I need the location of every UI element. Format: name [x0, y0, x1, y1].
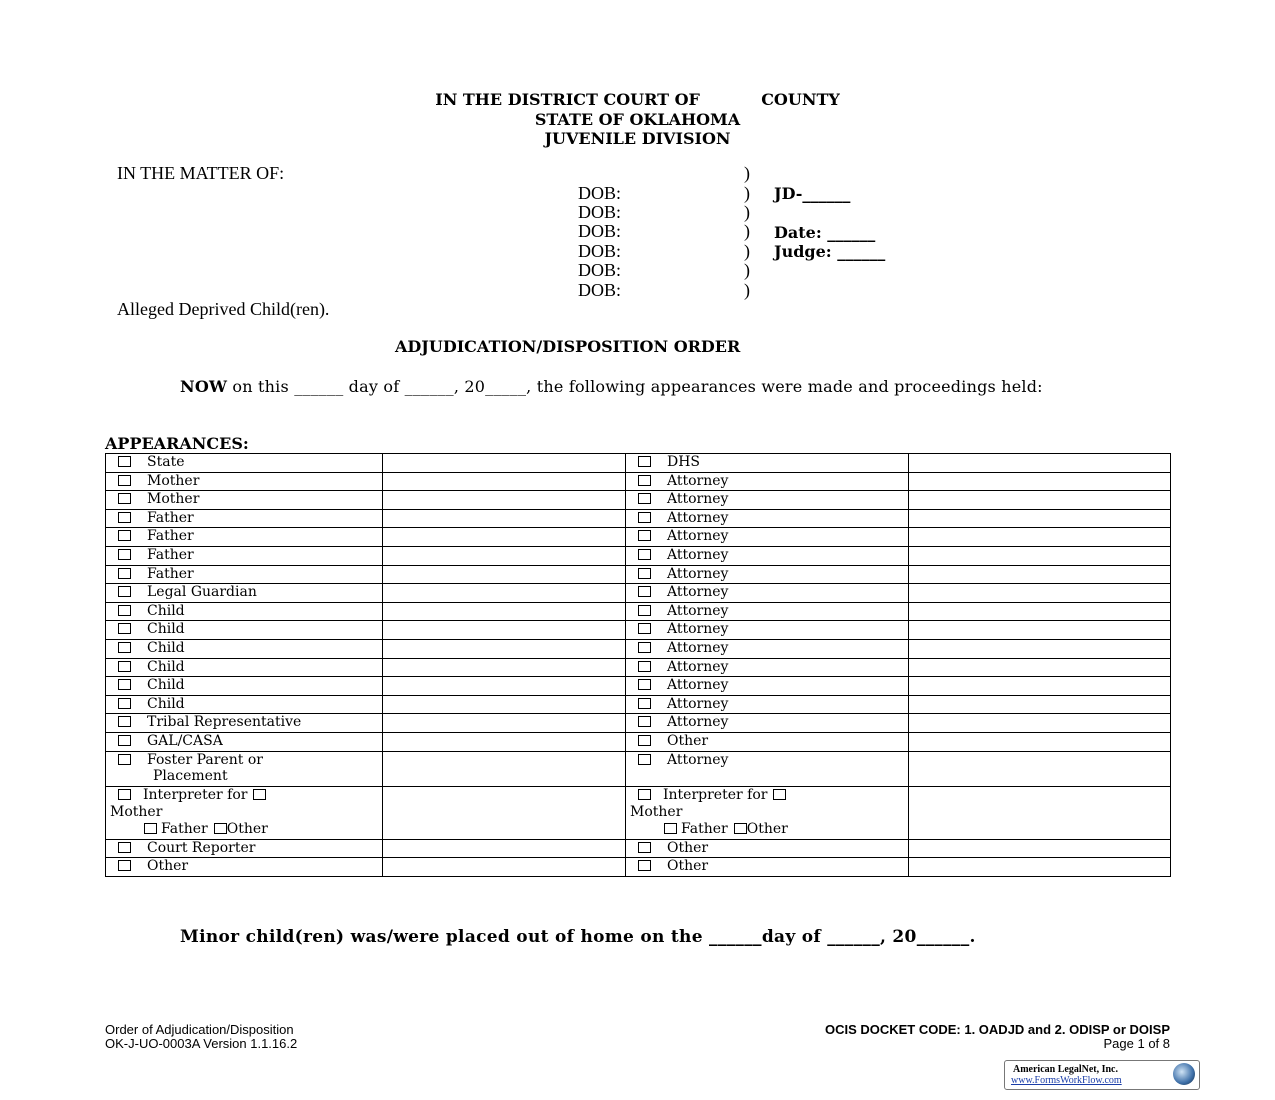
appearance-party — [106, 839, 383, 858]
appearance-party — [106, 658, 383, 677]
party-label: Attorney — [667, 584, 729, 601]
party-label: DHS — [667, 454, 701, 470]
name-entry-field[interactable] — [383, 639, 626, 658]
party-label: Child — [147, 639, 185, 656]
name-entry-field[interactable] — [383, 839, 626, 858]
party-label: Child — [147, 621, 185, 638]
party-label: Other — [667, 858, 709, 875]
name-entry-field[interactable] — [909, 621, 1171, 640]
checkbox-icon[interactable] — [638, 754, 651, 765]
party-label: GAL/CASA — [147, 732, 223, 749]
checkbox-icon[interactable] — [638, 586, 651, 597]
checkbox-icon[interactable] — [638, 530, 651, 541]
checkbox-icon[interactable] — [118, 568, 131, 579]
footer-docket-code: OCIS DOCKET CODE: 1. OADJD and 2. ODISP or DOISP — [824, 1022, 1170, 1037]
now-paragraph — [105, 377, 1170, 396]
name-entry-field[interactable] — [383, 751, 626, 786]
appearance-party — [106, 491, 383, 510]
table-row — [106, 546, 1171, 565]
party-label: Attorney — [667, 602, 729, 619]
appearance-party — [626, 732, 909, 751]
checkbox-icon[interactable] — [638, 456, 651, 467]
name-entry-field[interactable] — [909, 528, 1171, 547]
paren: ) — [744, 202, 750, 222]
state-heading: STATE OF OKLAHOMA — [534, 110, 741, 129]
paren: ) — [744, 163, 750, 183]
party-label-cont: Placement — [153, 767, 228, 784]
name-entry-field[interactable] — [909, 839, 1171, 858]
name-entry-field[interactable] — [909, 714, 1171, 733]
name-entry-field[interactable] — [909, 454, 1171, 473]
checkbox-icon[interactable] — [144, 823, 157, 834]
name-entry-field[interactable] — [383, 454, 626, 473]
table-row — [106, 565, 1171, 584]
name-entry-field[interactable] — [909, 565, 1171, 584]
appearance-party — [106, 751, 383, 786]
name-entry-field[interactable] — [383, 714, 626, 733]
checkbox-icon[interactable] — [638, 512, 651, 523]
dob-label: DOB: — [578, 183, 622, 203]
interp-other-label: Other — [226, 820, 268, 837]
table-row — [106, 639, 1171, 658]
now-text: on this ______ day of ______, 20_____, the following appearances were made and proceedings held: — [227, 377, 1043, 396]
interp-mother-label: Mother — [630, 803, 683, 820]
appearance-party — [626, 839, 909, 858]
name-entry-field[interactable] — [909, 677, 1171, 696]
name-entry-field[interactable] — [909, 695, 1171, 714]
party-label: Father — [147, 509, 194, 526]
party-label: Attorney — [667, 714, 729, 731]
name-entry-field[interactable] — [383, 858, 626, 877]
name-entry-field[interactable] — [383, 472, 626, 491]
appearance-party — [626, 714, 909, 733]
appearance-party — [106, 602, 383, 621]
paren: ) — [744, 183, 750, 203]
checkbox-icon[interactable] — [118, 475, 131, 486]
appearance-party — [106, 858, 383, 877]
table-row — [106, 509, 1171, 528]
checkbox-icon[interactable] — [118, 842, 131, 853]
interp-father-label: Father — [681, 820, 728, 837]
name-entry-field[interactable] — [383, 584, 626, 603]
table-row — [106, 695, 1171, 714]
paren: ) — [744, 221, 750, 241]
name-entry-field[interactable] — [383, 491, 626, 510]
checkbox-icon[interactable] — [118, 789, 131, 800]
party-label: Attorney — [667, 546, 729, 563]
party-label: Attorney — [667, 565, 729, 582]
appearance-party — [626, 584, 909, 603]
appearance-party — [106, 546, 383, 565]
checkbox-icon[interactable] — [638, 679, 651, 690]
jd-field[interactable]: JD-______ — [774, 184, 851, 203]
party-label: Interpreter for — [663, 786, 768, 803]
party-label: Child — [147, 602, 185, 619]
appearance-party — [106, 786, 383, 839]
checkbox-icon[interactable] — [118, 549, 131, 560]
name-entry-field[interactable] — [383, 546, 626, 565]
checkbox-icon[interactable] — [638, 493, 651, 504]
checkbox-icon[interactable] — [253, 789, 266, 800]
checkbox-icon[interactable] — [638, 661, 651, 672]
footer-page-number: Page 1 of 8 — [1103, 1036, 1170, 1051]
table-row — [106, 658, 1171, 677]
party-label: Child — [147, 695, 185, 712]
dob-label: DOB: — [578, 241, 622, 261]
now-bold: NOW — [180, 377, 228, 396]
party-label: Father — [147, 528, 194, 545]
checkbox-icon[interactable] — [638, 642, 651, 653]
appearances-table — [105, 453, 1171, 877]
checkbox-icon[interactable] — [118, 456, 131, 467]
checkbox-icon[interactable] — [118, 679, 131, 690]
checkbox-icon[interactable] — [638, 698, 651, 709]
appearance-party — [626, 639, 909, 658]
party-label: Other — [667, 732, 709, 749]
logo-company: American LegalNet, Inc. — [1013, 1064, 1118, 1075]
appearance-party — [626, 658, 909, 677]
checkbox-icon[interactable] — [118, 512, 131, 523]
appearance-party — [626, 602, 909, 621]
party-label: State — [147, 454, 185, 470]
appearance-party — [626, 751, 909, 786]
checkbox-icon[interactable] — [118, 698, 131, 709]
party-label: Child — [147, 677, 185, 694]
party-label: Child — [147, 658, 185, 675]
checkbox-icon[interactable] — [638, 475, 651, 486]
appearance-party — [106, 454, 383, 473]
table-row — [106, 714, 1171, 733]
appearance-party — [626, 786, 909, 839]
appearance-party — [626, 528, 909, 547]
table-row — [106, 786, 1171, 839]
paren: ) — [744, 280, 750, 300]
name-entry-field[interactable] — [909, 472, 1171, 491]
name-entry-field[interactable] — [909, 639, 1171, 658]
interp-father-label: Father — [161, 820, 208, 837]
court-heading: IN THE DISTRICT COURT OF COUNTY — [435, 90, 840, 109]
checkbox-icon[interactable] — [734, 823, 747, 834]
party-label: Other — [147, 858, 189, 875]
party-label: Attorney — [667, 677, 729, 694]
checkbox-icon[interactable] — [638, 568, 651, 579]
table-row — [106, 472, 1171, 491]
party-label: Attorney — [667, 751, 729, 768]
table-row — [106, 677, 1171, 696]
checkbox-icon[interactable] — [118, 642, 131, 653]
name-entry-field[interactable] — [909, 602, 1171, 621]
name-entry-field[interactable] — [383, 658, 626, 677]
checkbox-icon[interactable] — [638, 623, 651, 634]
name-entry-field[interactable] — [383, 528, 626, 547]
checkbox-icon[interactable] — [638, 605, 651, 616]
appearance-party — [106, 714, 383, 733]
appearance-party — [106, 509, 383, 528]
checkbox-icon[interactable] — [118, 623, 131, 634]
party-label: Attorney — [667, 528, 729, 545]
party-label: Father — [147, 565, 194, 582]
appearance-party — [106, 639, 383, 658]
division-heading: JUVENILE DIVISION — [544, 129, 731, 148]
checkbox-icon[interactable] — [214, 823, 227, 834]
checkbox-icon[interactable] — [118, 605, 131, 616]
table-row — [106, 839, 1171, 858]
order-title: ADJUDICATION/DISPOSITION ORDER — [395, 337, 741, 356]
checkbox-icon[interactable] — [638, 735, 651, 746]
dob-label: DOB: — [578, 202, 622, 222]
footer-form-name: Order of Adjudication/Disposition — [105, 1022, 294, 1037]
checkbox-icon[interactable] — [118, 530, 131, 541]
checkbox-icon[interactable] — [638, 789, 651, 800]
party-label: Attorney — [667, 621, 729, 638]
name-entry-field[interactable] — [383, 695, 626, 714]
name-entry-field[interactable] — [909, 751, 1171, 786]
paren: ) — [744, 241, 750, 261]
appearance-party — [106, 584, 383, 603]
checkbox-icon[interactable] — [118, 586, 131, 597]
party-label: Attorney — [667, 472, 729, 489]
table-row — [106, 751, 1171, 786]
party-label: Attorney — [667, 509, 729, 526]
appearances-heading: APPEARANCES: — [105, 434, 249, 453]
table-row — [106, 528, 1171, 547]
checkbox-icon[interactable] — [118, 493, 131, 504]
appearance-party — [626, 491, 909, 510]
party-label: Mother — [147, 472, 200, 489]
appearance-party — [106, 677, 383, 696]
date-field[interactable]: Date: ______ — [774, 223, 876, 242]
checkbox-icon[interactable] — [638, 716, 651, 727]
appearance-party — [626, 565, 909, 584]
name-entry-field[interactable] — [383, 621, 626, 640]
party-label: Mother — [147, 491, 200, 508]
name-entry-field[interactable] — [909, 584, 1171, 603]
name-entry-field[interactable] — [909, 509, 1171, 528]
appearance-party — [626, 695, 909, 714]
appearance-party — [106, 528, 383, 547]
appearance-party — [106, 732, 383, 751]
logo-url[interactable]: www.FormsWorkFlow.com — [1011, 1075, 1122, 1086]
checkbox-icon[interactable] — [118, 716, 131, 727]
appearance-party — [626, 472, 909, 491]
table-row — [106, 602, 1171, 621]
table-row — [106, 454, 1171, 473]
name-entry-field[interactable] — [909, 732, 1171, 751]
table-row — [106, 584, 1171, 603]
interp-other-label: Other — [746, 820, 788, 837]
name-entry-field[interactable] — [383, 602, 626, 621]
name-entry-field[interactable] — [909, 491, 1171, 510]
appearance-party — [626, 546, 909, 565]
name-entry-field[interactable] — [909, 786, 1171, 839]
appearance-party — [626, 621, 909, 640]
name-entry-field[interactable] — [909, 858, 1171, 877]
appearance-party — [106, 472, 383, 491]
party-label: Tribal Representative — [147, 714, 302, 731]
party-label: Father — [147, 546, 194, 563]
appearance-party — [106, 695, 383, 714]
appearance-party — [626, 858, 909, 877]
appearance-party — [106, 621, 383, 640]
checkbox-icon[interactable] — [638, 860, 651, 871]
appearance-party — [626, 454, 909, 473]
dob-label: DOB: — [578, 260, 622, 280]
name-entry-field[interactable] — [383, 732, 626, 751]
party-label: Attorney — [667, 658, 729, 675]
party-label: Attorney — [667, 491, 729, 508]
dob-label: DOB: — [578, 280, 622, 300]
globe-icon — [1173, 1063, 1195, 1085]
appearance-party — [106, 565, 383, 584]
party-label: Interpreter for — [143, 786, 248, 803]
checkbox-icon[interactable] — [664, 823, 677, 834]
interp-mother-label: Mother — [110, 803, 163, 820]
judge-field[interactable]: Judge: ______ — [774, 242, 886, 261]
party-label: Legal Guardian — [147, 584, 257, 601]
name-entry-field[interactable] — [909, 658, 1171, 677]
checkbox-icon[interactable] — [638, 842, 651, 853]
table-row — [106, 621, 1171, 640]
checkbox-icon[interactable] — [638, 549, 651, 560]
checkbox-icon[interactable] — [118, 735, 131, 746]
footer-version: OK-J-UO-0003A Version 1.1.16.2 — [105, 1036, 298, 1051]
name-entry-field[interactable] — [383, 786, 626, 839]
appearance-party — [626, 677, 909, 696]
paren: ) — [744, 260, 750, 280]
party-label: Court Reporter — [147, 839, 256, 856]
table-row — [106, 732, 1171, 751]
party-label: Attorney — [667, 695, 729, 712]
placement-statement: Minor child(ren) was/were placed out of home on the ______day of ______, 20______. — [180, 927, 976, 947]
checkbox-icon[interactable] — [773, 789, 786, 800]
matter-label: IN THE MATTER OF: — [117, 163, 285, 183]
name-entry-field[interactable] — [383, 565, 626, 584]
table-row — [106, 491, 1171, 510]
party-label: Other — [667, 839, 709, 856]
name-entry-field[interactable] — [383, 509, 626, 528]
appearance-party — [626, 509, 909, 528]
party-label: Attorney — [667, 639, 729, 656]
checkbox-icon[interactable] — [118, 860, 131, 871]
checkbox-icon[interactable] — [118, 754, 131, 765]
party-label: Foster Parent or — [147, 751, 263, 768]
name-entry-field[interactable] — [909, 546, 1171, 565]
dob-label: DOB: — [578, 221, 622, 241]
checkbox-icon[interactable] — [118, 661, 131, 672]
alleged-label: Alleged Deprived Child(ren). — [117, 299, 330, 319]
table-row — [106, 858, 1171, 877]
name-entry-field[interactable] — [383, 677, 626, 696]
publisher-logo[interactable] — [1004, 1060, 1200, 1090]
